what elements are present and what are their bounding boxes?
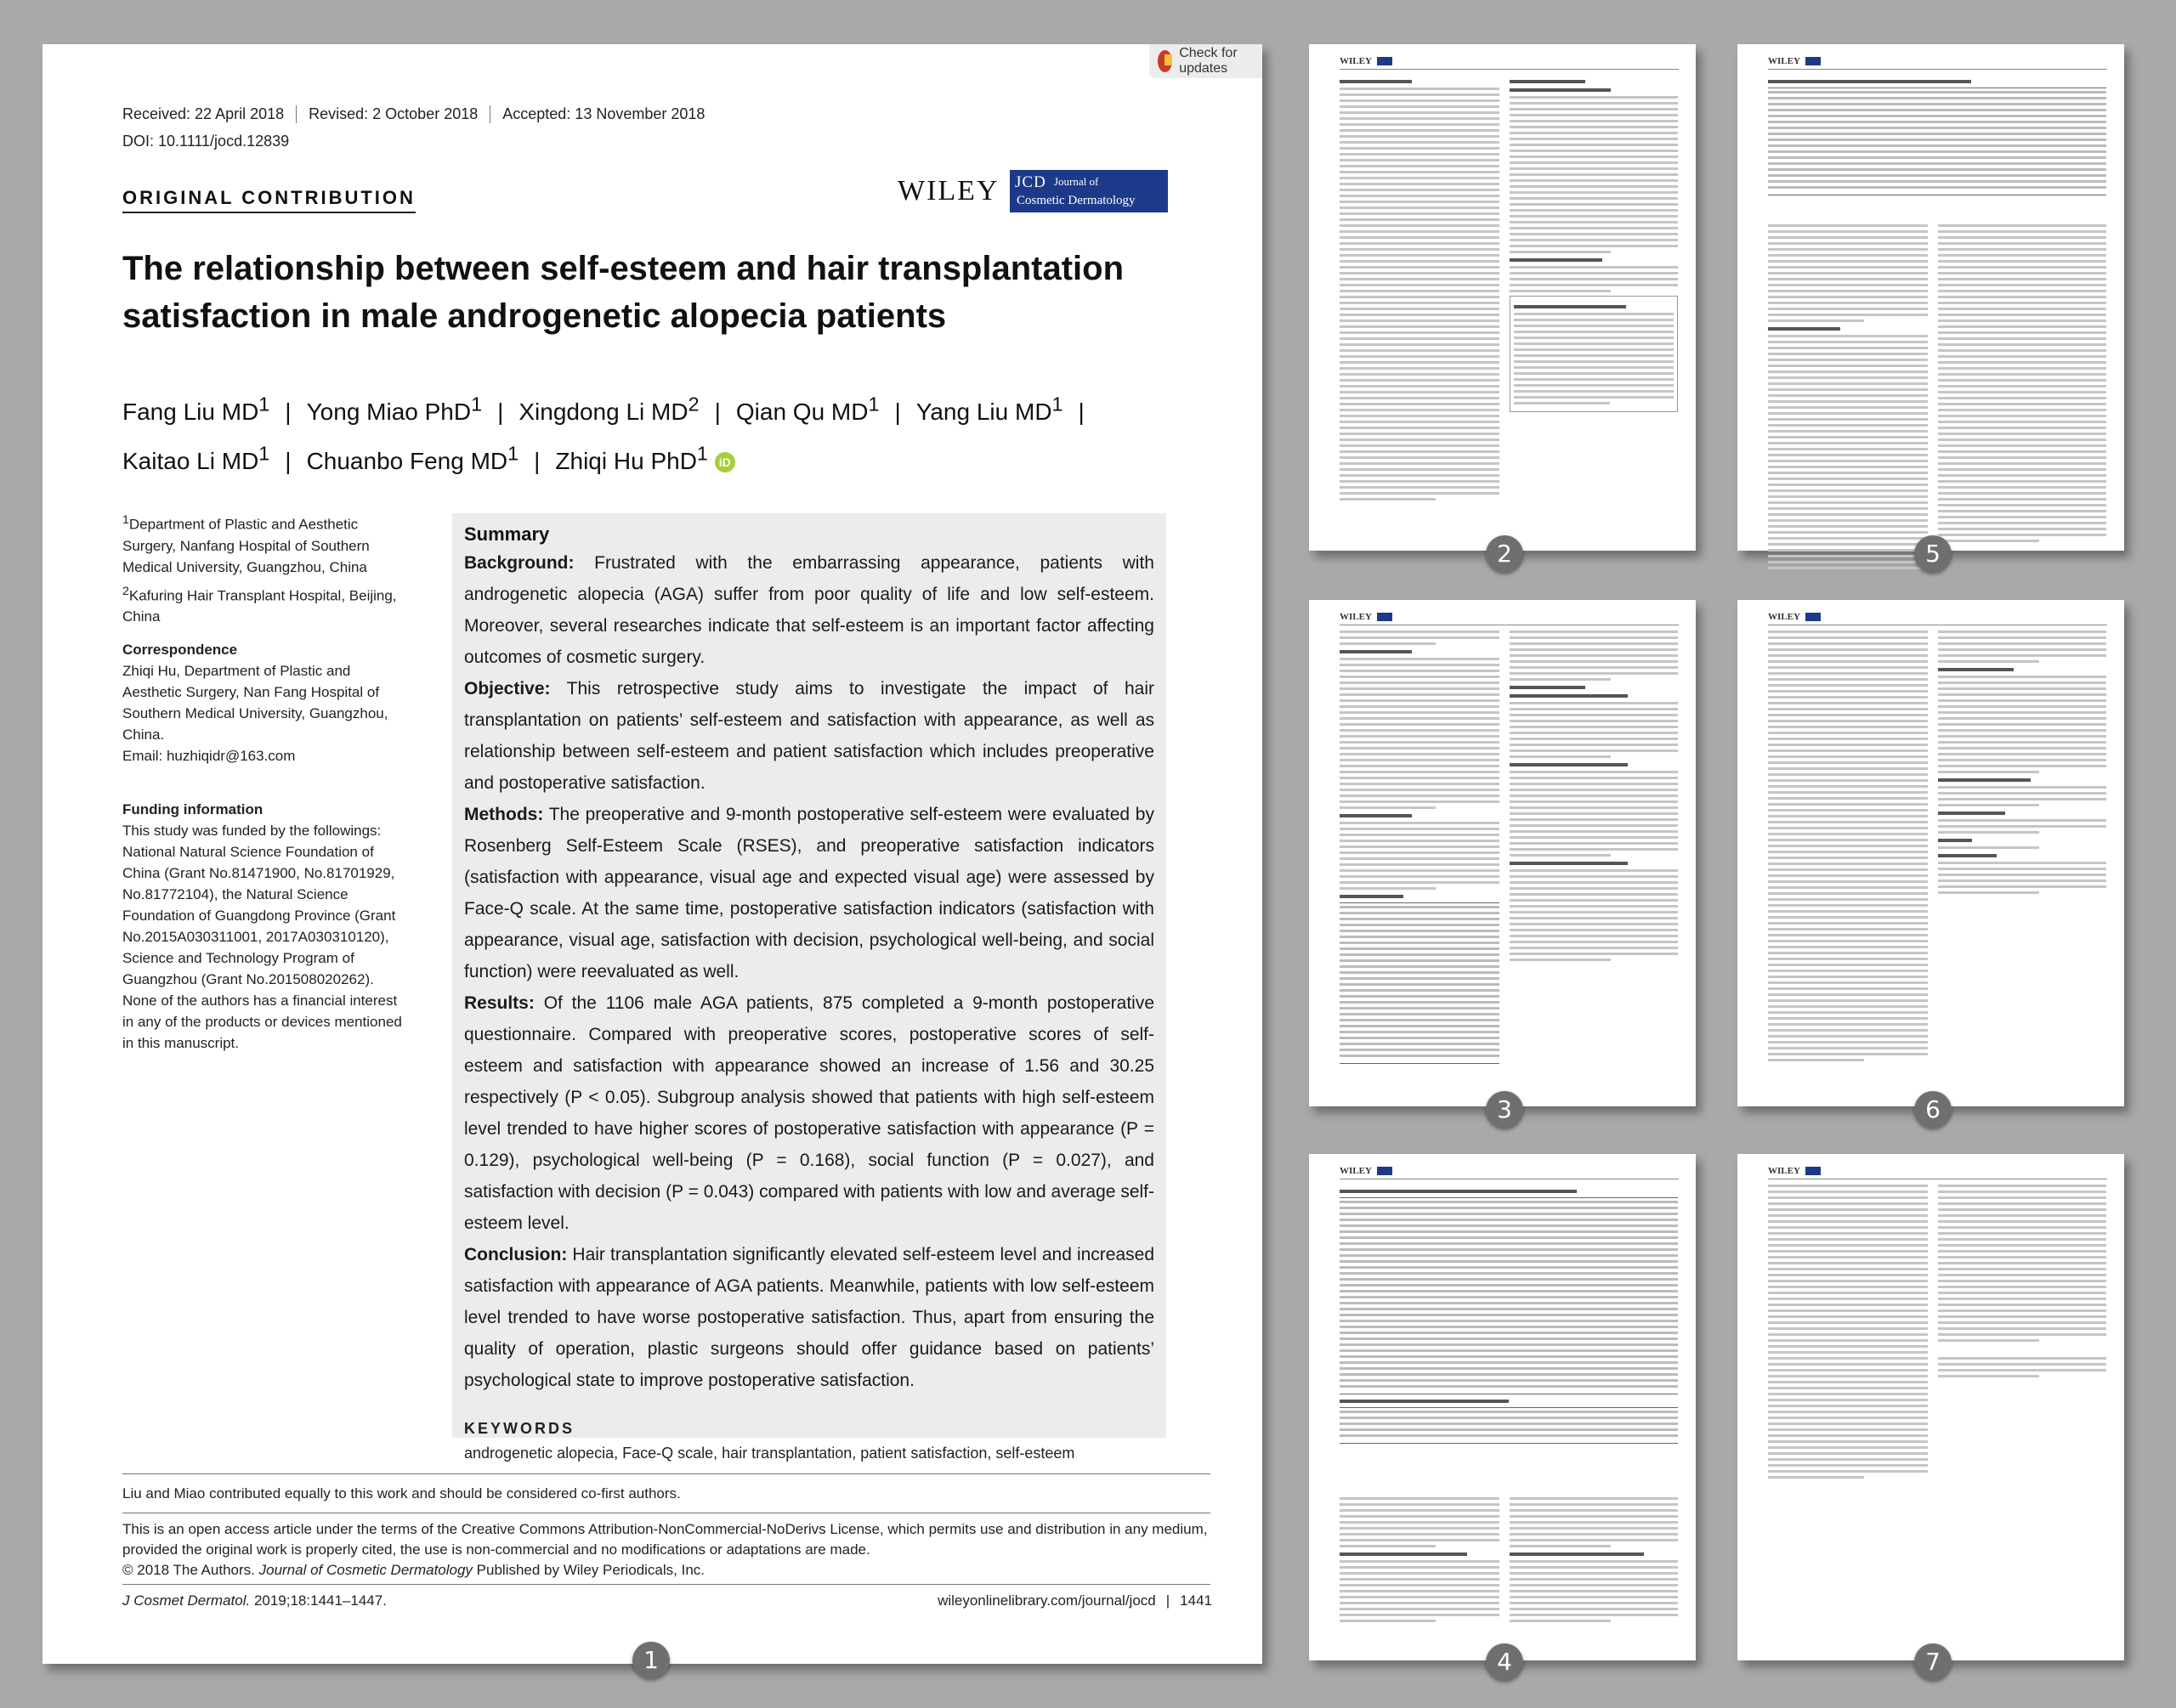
- summary-heading: Summary: [464, 523, 550, 545]
- publisher-mark: WILEY: [1340, 612, 1372, 622]
- author[interactable]: Chuanbo Feng $MD^1$: [306, 442, 519, 474]
- page-label-1[interactable]: 1: [632, 1642, 670, 1679]
- summary-results: Results: Of the 1106 male AGA patients, 875 completed a 9-month postoperative questionnaire. Compared with preoperative scores, postoperative scores of self-esteem and satisfaction with appearance showed an increase of 1.56 and 30.25 respectively (P < 0.05). Subgroup analysis showed that patients with high self-esteem level trended to have higher scores of postoperative satisfaction with appearance (P = 0.129), psychological well-being (P = 0.168), social function (P = 0.027), and satisfaction with decision (P = 0.043) compared with patients with low and average self-esteem level.: [464, 993, 1154, 1233]
- citation: J Cosmet Dermatol. 2019;18:1441–1447.: [122, 1592, 387, 1609]
- text-column: [1340, 1497, 1499, 1626]
- page-7-thumbnail[interactable]: [1737, 1154, 2124, 1660]
- summary-methods: Methods: The preoperative and 9-month postoperative self-esteem were evaluated by Rosenberg Self-Esteem Scale (RSES), and preoperative satisfaction indicators (satisfaction with appearance, visual age and expected visual age) were assessed by Face-Q scale. At the same time, postoperative satisfaction indicators (satisfaction with appearance, visual age, satisfaction with decision, psychological well-being, and social function) were reevaluated as well.: [464, 805, 1154, 981]
- page-2-thumbnail[interactable]: [1309, 44, 1696, 551]
- journal-mark-icon: [1805, 613, 1821, 621]
- correspondence-email[interactable]: Email: huzhiqidr@163.com: [122, 748, 296, 764]
- text-column: [1510, 75, 1678, 412]
- references-column: [1938, 1185, 2106, 1381]
- funding-information: [122, 799, 411, 1054]
- page-label-3[interactable]: 3: [1486, 1091, 1523, 1128]
- summary-background: Background: Frustrated with the embarrassing appearance, patients with androgenetic alopecia (AGA) suffer from poor quality of life and low self-esteem. Moreover, several researches indicate that self-esteem is an important factor affecting outcomes of cosmetic surgery.: [464, 553, 1154, 667]
- page-label-5[interactable]: 5: [1914, 535, 1952, 573]
- journal-url[interactable]: wileyonlinelibrary.com/journal/jocd: [938, 1592, 1156, 1609]
- affiliations: [122, 510, 411, 627]
- page-5-thumbnail[interactable]: [1737, 44, 2124, 551]
- crossmark-icon: [1158, 50, 1172, 72]
- table-block: [1340, 1185, 1678, 1444]
- summary-box: [452, 513, 1166, 1462]
- thumb-header: [1768, 1166, 2107, 1179]
- page-label-4[interactable]: 4: [1486, 1643, 1523, 1681]
- summary-conclusion: Conclusion: Hair transplantation significantly elevated self-esteem level and increased satisfaction with appearance of AGA patients. Meanwhile, patients with low self-esteem level trended to have worse postoperative satisfaction. Thus, apart from ensuring the quality of operation, plastic surgeons should offer guidance based on patients’ psychological state to improve postoperative satisfaction.: [464, 1245, 1154, 1390]
- correspondence: [122, 639, 411, 766]
- check-for-updates-label: Check for updates: [1179, 46, 1238, 76]
- doi[interactable]: DOI: 10.1111/jocd.12839: [122, 133, 290, 150]
- journal-mark-icon: [1377, 613, 1392, 621]
- author[interactable]: Zhiqi Hu PhD$^1$: [555, 442, 708, 474]
- page-number: 1441: [1180, 1592, 1212, 1609]
- author[interactable]: Fang Liu $MD^1$: [122, 393, 270, 426]
- content-box: [1510, 296, 1678, 412]
- summary-objective: Objective: This retrospective study aims to investigate the impact of hair transplantation on patients’ self-esteem and satisfaction with appearance, as well as relationship between self-esteem and patient satisfaction which includes preoperative and postoperative satisfaction.: [464, 679, 1154, 793]
- correspondence-heading: Correspondence: [122, 642, 238, 658]
- publisher-logo: WILEY: [898, 175, 1000, 206]
- affiliation-1: $^1$Department of Plastic and Aesthetic Surgery, Nanfang Hospital of Southern Medical University, Guangzhou, China: [122, 513, 370, 575]
- footer-right: wileyonlinelibrary.com/journal/jocd | 1441: [938, 1592, 1212, 1609]
- publisher-mark: WILEY: [1768, 1166, 1800, 1176]
- text-column: [1768, 631, 1928, 1065]
- references-column: [1768, 1185, 1928, 1482]
- page-3-thumbnail[interactable]: [1309, 600, 1696, 1106]
- publisher-mark: WILEY: [1340, 1166, 1372, 1176]
- author-list: Fang Liu $MD^1$ | Yong Miao PhD$^1$ | Xingdong Li $MD^2$ | Qian Qu $MD^1$ | Yang Liu $MD^1$ | Kaitao Li $MD^1$ | Chuanbo Feng $MD^1$ | Zhiqi Hu PhD$^1$ iD: [122, 393, 1085, 474]
- journal-mark-icon: [1805, 1167, 1821, 1175]
- page-label-2[interactable]: 2: [1486, 535, 1523, 573]
- page-1[interactable]: [42, 44, 1262, 1664]
- page-4-thumbnail[interactable]: [1309, 1154, 1696, 1660]
- revised-date: Revised: 2 October 2018: [309, 105, 490, 123]
- thumb-header: [1340, 1166, 1679, 1179]
- funding-text: This study was funded by the followings: National Natural Science Foundation of China (Grant No.81471900, No.81701929, No.81772104), the Natural Science Foundation of Guangdong Province (Grant No.2015A030311001, 2017A030310120), Science and Technology Program of Guangzhou (Grant No.201508020262). None of the authors has a financial interest in any of the products or devices mentioned in this manuscript.: [122, 823, 402, 1051]
- text-column: [1768, 224, 1928, 573]
- journal-logo: JCD Journal of Cosmetic Dermatology: [1010, 170, 1168, 212]
- page-6-thumbnail[interactable]: [1737, 600, 2124, 1106]
- section-label: ORIGINAL CONTRIBUTION: [122, 187, 416, 213]
- text-column: [1340, 631, 1499, 1064]
- accepted-date: Accepted: 13 November 2018: [502, 105, 706, 122]
- article-title: The relationship between self-esteem and hair transplantation satisfaction in male androgenetic alopecia patients: [122, 250, 1125, 335]
- keywords: androgenetic alopecia, Face-Q scale, hair transplantation, patient satisfaction, self-esteem: [464, 1445, 1075, 1462]
- page-label-6[interactable]: 6: [1914, 1091, 1952, 1128]
- received-date: Received: 22 April 2018: [122, 105, 297, 123]
- table-block: [1768, 75, 2106, 195]
- author[interactable]: Kaitao Li $MD^1$: [122, 442, 270, 474]
- publisher-mark: WILEY: [1768, 56, 1800, 66]
- affiliation-2: $^2$Kafuring Hair Transplant Hospital, Beijing, China: [122, 584, 397, 625]
- page-footer: [122, 1592, 1212, 1609]
- correspondence-text: Zhiqi Hu, Department of Plastic and Aesthetic Surgery, Nan Fang Hospital of Southern Medical University, Guangzhou, China.: [122, 663, 388, 743]
- divider: [122, 1584, 1210, 1585]
- author[interactable]: Yang Liu $MD^1$: [915, 393, 1063, 426]
- license-text: This is an open access article under the terms of the Creative Commons Attribution-NonCommercial-NoDerivs License, which permits use and distribution in any medium, provided the original work is properly cited, the use is non-commercial and no modifications or adaptations are made. © 2018 The Authors. Journal of Cosmetic Dermatology Published by Wiley Periodicals, Inc.: [122, 1521, 1208, 1578]
- article-dates: [122, 105, 728, 123]
- co-first-note: Liu and Miao contributed equally to this work and should be considered co-first authors.: [122, 1485, 681, 1502]
- thumb-header: [1768, 56, 2107, 70]
- orcid-icon[interactable]: iD: [715, 452, 735, 472]
- thumb-header: [1340, 56, 1679, 70]
- author[interactable]: Qian Qu $MD^1$: [735, 393, 880, 426]
- thumb-header: [1340, 612, 1679, 625]
- text-column: [1938, 631, 2106, 897]
- journal-mark-icon: [1377, 57, 1392, 65]
- author[interactable]: Yong Miao PhD$^1$: [306, 393, 483, 426]
- page-label-7[interactable]: 7: [1914, 1643, 1952, 1681]
- text-column: [1938, 224, 2106, 546]
- text-column: [1510, 631, 1678, 964]
- journal-mark-icon: [1377, 1167, 1392, 1175]
- divider: [122, 1473, 1210, 1474]
- author[interactable]: Xingdong Li $MD^2$: [518, 393, 700, 426]
- text-column: [1340, 75, 1499, 504]
- publisher-mark: WILEY: [1340, 56, 1372, 66]
- text-column: [1510, 1497, 1678, 1626]
- publisher-mark: WILEY: [1768, 612, 1800, 622]
- check-for-updates-badge[interactable]: [1149, 44, 1262, 78]
- keywords-heading: KEYWORDS: [464, 1420, 575, 1437]
- thumb-header: [1768, 612, 2107, 625]
- funding-heading: Funding information: [122, 801, 264, 817]
- journal-mark-icon: [1805, 57, 1821, 65]
